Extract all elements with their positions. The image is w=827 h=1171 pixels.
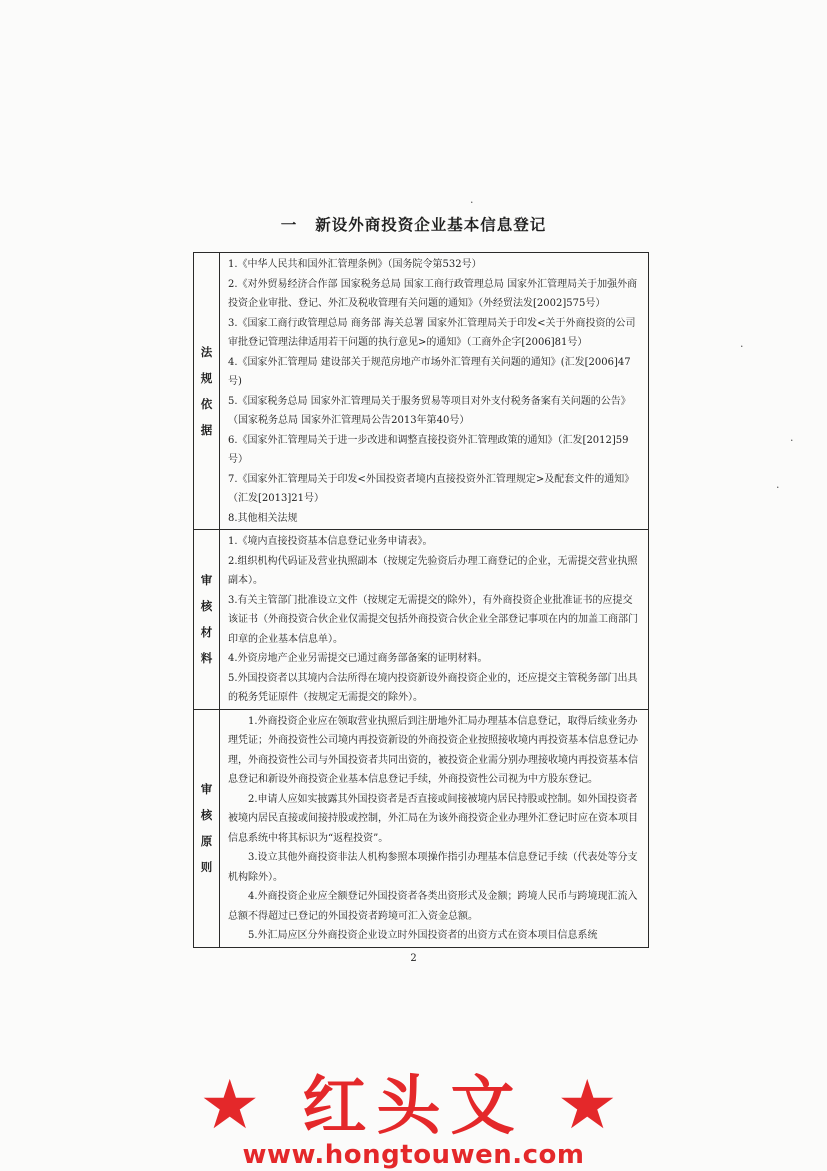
registration-table <box>193 252 649 948</box>
scan-speck: · <box>790 434 794 447</box>
watermark-text: 红头文 <box>302 1070 525 1144</box>
section-legal-basis <box>194 253 649 530</box>
title-text: 新设外商投资企业基本信息登记 <box>315 216 547 234</box>
list-item: 1.《境内直接投资基本信息登记业务申请表》。 <box>228 536 433 547</box>
list-item: 4.《国家外汇管理局 建设部关于规范房地产市场外汇管理有关问题的通知》(汇发[2006]47号) <box>228 356 631 387</box>
section-label: 法规依据 <box>194 253 220 530</box>
scan-speck: · <box>776 481 780 494</box>
section-content <box>220 530 649 710</box>
list-item: 1.外商投资企业应在领取营业执照后到注册地外汇局办理基本信息登记，取得后续业务办理凭证；外商投资性公司境内再投资新设的外商投资企业按照接收境内再投资基本信息登记办理，外商投资性公司与外国投资者共同出资的，被投资企业需分别办理接收境内再投资基本信息登记和新设外商投资企业基本信息登记手续，外商投资性公司视为中方股东登记。 <box>228 715 638 785</box>
star-icon: ★ <box>199 1066 271 1145</box>
list-item: 5.外汇局应区分外商投资企业设立时外国投资者的出资方式在资本项目信息系统 <box>248 930 598 941</box>
page-title <box>0 213 827 235</box>
list-item: 4.外商投资企业应全额登记外国投资者各类出资形式及金额；跨境人民币与跨境现汇流入总额不得超过已登记的外国投资者跨境可汇入资金总额。 <box>228 891 638 922</box>
list-item: 7.《国家外汇管理局关于印发<外国投资者境内直接投资外汇管理规定>及配套文件的通知》（汇发[2013]21号） <box>228 473 635 504</box>
section-content <box>220 709 649 947</box>
star-icon: ★ <box>556 1066 628 1145</box>
watermark <box>0 1066 827 1171</box>
watermark-url: www.hongtouwen.com <box>242 1140 585 1170</box>
section-content <box>220 253 649 530</box>
section-review-materials <box>194 530 649 710</box>
scan-speck: · <box>740 340 744 353</box>
watermark-title <box>0 1066 827 1145</box>
list-item: 5.《国家税务总局 国家外汇管理局关于服务贸易等项目对外支付税务备案有关问题的公告》（国家税务总局 国家外汇管理局公告2013年第40号） <box>228 395 631 426</box>
scan-speck: · <box>470 196 474 209</box>
title-number: 一 <box>280 216 298 234</box>
list-item: 4.外资房地产企业另需提交已通过商务部备案的证明材料。 <box>228 653 488 664</box>
list-item: 2.《对外贸易经济合作部 国家税务总局 国家工商行政管理总局 国家外汇管理局关于加强外商投资企业审批、登记、外汇及税收管理有关问题的通知》（外经贸法发[2002]575号） <box>228 278 638 309</box>
section-label: 审核原则 <box>194 709 220 947</box>
list-item: 3.《国家工商行政管理总局 商务部 海关总署 国家外汇管理局关于印发<关于外商投资的公司审批登记管理法律适用若干问题的执行意见>的通知》（工商外企字[2006]81号） <box>228 317 636 348</box>
list-item: 3.有关主管部门批准设立文件（按规定无需提交的除外），有外商投资企业批准证书的应提交该证书（外商投资合伙企业仅需提交包括外商投资合伙企业全部登记事项在内的加盖工商部门印章的企业基本信息单）。 <box>228 594 638 645</box>
list-item: 6.《国家外汇管理局关于进一步改进和调整直接投资外汇管理政策的通知》（汇发[2012]59号） <box>228 434 629 465</box>
list-item: 1.《中华人民共和国外汇管理条例》（国务院令第532号） <box>228 259 482 270</box>
section-label: 审核材料 <box>194 530 220 710</box>
page-number: 2 <box>410 953 417 964</box>
section-review-principles <box>194 709 649 947</box>
list-item: 2.组织机构代码证及营业执照副本（按规定先验资后办理工商登记的企业，无需提交营业执照副本）。 <box>228 555 638 586</box>
list-item: 3.设立其他外商投资非法人机构参照本项操作指引办理基本信息登记手续（代表处等分支机构除外）。 <box>228 852 638 883</box>
list-item: 8.其他相关法规 <box>228 512 298 524</box>
list-item: 5.外国投资者以其境内合法所得在境内投资新设外商投资企业的，还应提交主管税务部门出具的税务凭证原件（按规定无需提交的除外）。 <box>228 672 638 703</box>
list-item: 2.申请人应如实披露其外国投资者是否直接或间接被境内居民持股或控制。如外国投资者被境内居民直接或间接持股或控制，外汇局在为该外商投资企业办理外汇登记时应在资本项目信息系统中将其标识为“返程投资”。 <box>228 793 638 844</box>
